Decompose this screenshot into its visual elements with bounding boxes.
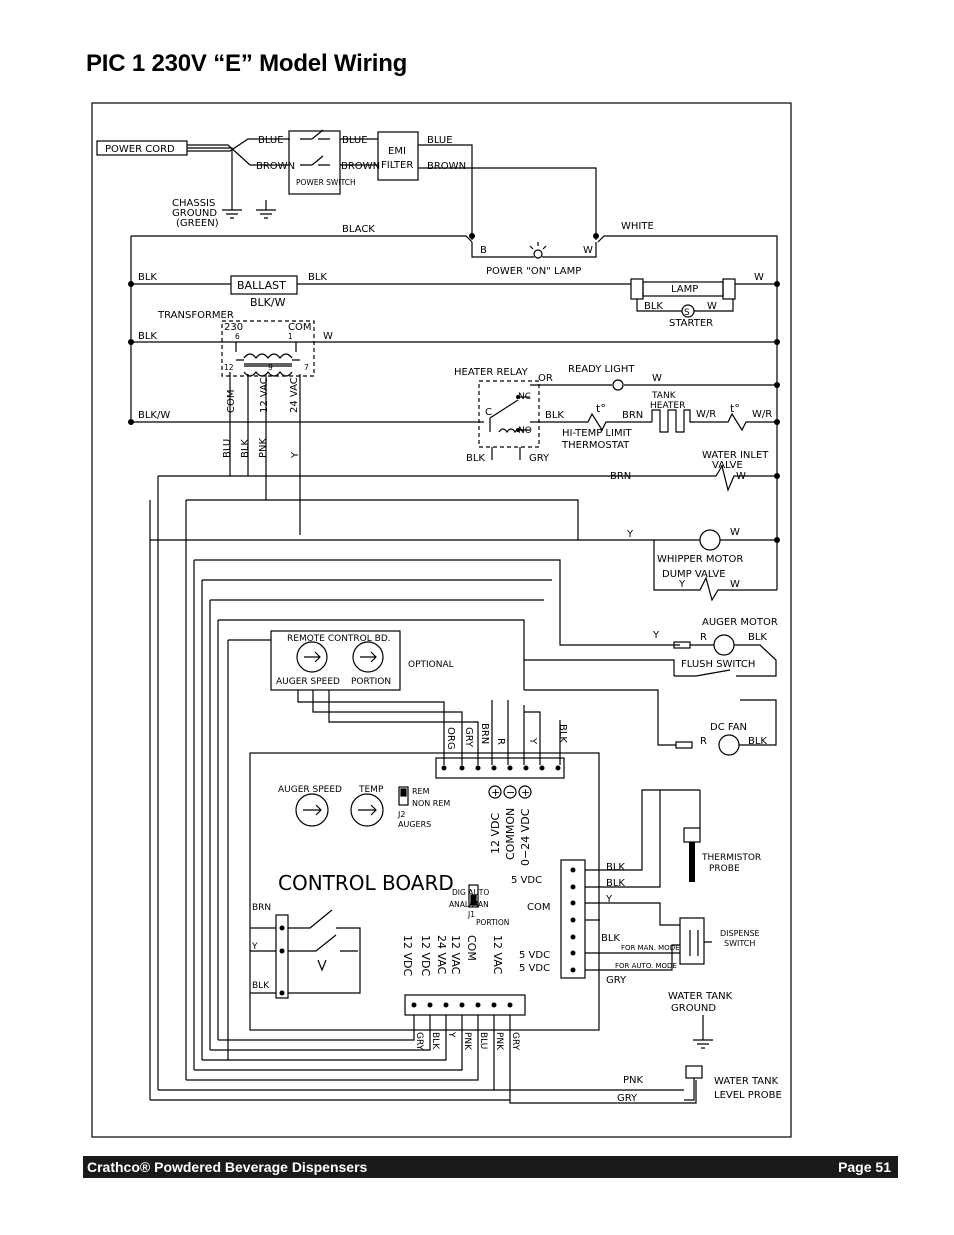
auger-motor-label: AUGER MOTOR (702, 617, 778, 628)
y-vert-label-1: Y (290, 451, 301, 458)
valve-label: VALVE (712, 460, 743, 471)
gry-label-2: GRY (606, 975, 627, 986)
blk-w-label-1: BLK/W (250, 296, 286, 309)
remote-control-label: REMOTE CONTROL BD. (287, 634, 391, 644)
top-connector (436, 758, 564, 778)
y-label-2: Y (679, 579, 686, 590)
y-vert-label-2: Y (527, 738, 538, 745)
white-label: WHITE (621, 221, 654, 232)
plus-label-1: + (491, 786, 501, 799)
page-title: PIC 1 230V “E” Model Wiring (86, 50, 408, 77)
power-on-lamp-label: POWER "ON" LAMP (486, 266, 582, 277)
thermostat-label: THERMOSTAT (562, 440, 630, 451)
v12vac-vert-label-3: 12 VAC (491, 935, 504, 975)
r-vert-label: R (495, 738, 506, 745)
label-brown-2: BROWN (341, 161, 381, 172)
v0-24vdc-vert-label: 0−24 VDC (519, 808, 532, 866)
ground-label-2: GROUND (671, 1003, 717, 1014)
s-label: S (684, 308, 690, 318)
gry-label-3: GRY (617, 1093, 638, 1104)
y-label-3: Y (653, 630, 660, 641)
bottom-connector (405, 995, 525, 1015)
pnk-vert-label-2: PNK (462, 1032, 472, 1051)
w-label-1: W (583, 245, 593, 256)
blk-vert-label-3: BLK (430, 1032, 440, 1050)
pnk-vert-label-1: PNK (258, 437, 269, 458)
w-label-7: W (730, 527, 740, 538)
transformer-label: TRANSFORMER (158, 310, 234, 321)
w-label-6: W (736, 471, 746, 482)
heater-label: HEATER (650, 401, 686, 411)
tank-label: TANK (652, 391, 676, 401)
w-label-3: W (707, 301, 717, 312)
r-label-1: R (700, 632, 707, 643)
blk-vert-label-1: BLK (240, 439, 251, 458)
brn-label-2: BRN (610, 471, 632, 482)
c-label: C (485, 407, 492, 418)
common-vert-label: COMMON (504, 807, 517, 860)
emi-label: EMI (388, 146, 406, 157)
hi-temp-label: HI-TEMP LIMIT (562, 428, 632, 439)
tdeg-label-2: t° (730, 402, 740, 415)
dig-auto-label: DIG AUTO (452, 888, 490, 897)
heater-relay-label: HEATER RELAY (454, 367, 528, 378)
minus-label: − (506, 786, 516, 799)
wr-label-2: W/R (752, 409, 773, 420)
gry-label-1: GRY (529, 453, 550, 464)
non-rem-label: NON REM (412, 799, 451, 808)
blk-label-12: BLK (252, 981, 270, 991)
y-vert-label-3: Y (446, 1032, 456, 1038)
y-label-4: Y (606, 894, 613, 905)
com-vert-label: COM (226, 389, 237, 413)
probe-label-1: PROBE (709, 864, 740, 874)
auger-speed-label-1: AUGER SPEED (276, 677, 340, 687)
n6-label: 6 (235, 332, 240, 341)
no-label: NO (518, 426, 532, 436)
black-label: BLACK (342, 224, 375, 235)
power-cord-label: POWER CORD (105, 144, 175, 155)
lamp-label: LAMP (671, 284, 699, 295)
v12vdc-vert-label-3: 12 VDC (419, 935, 432, 977)
ready-light-label: READY LIGHT (568, 364, 635, 375)
v12vac-vert-label-2: 12 VAC (449, 935, 462, 975)
footer-page-number: Page 51 (838, 1159, 891, 1175)
v5vdc-label-3: 5 VDC (519, 963, 551, 974)
for-man-mode-label: FOR MAN. MODE (621, 944, 680, 952)
label-blue-1: BLUE (258, 135, 284, 146)
n9-label: 9 (268, 363, 273, 372)
green-label: (GREEN) (176, 218, 219, 229)
water-tank-label-2: WATER TANK (714, 1076, 779, 1087)
ground-label: GROUND (172, 208, 218, 219)
blk-label-1: BLK (138, 272, 157, 283)
thermistor-label: THERMISTOR (702, 853, 762, 863)
optional-label: OPTIONAL (408, 660, 454, 670)
footer-product-title: Crathco® Powdered Beverage Dispensers (87, 1159, 368, 1175)
n12-label: 12 (224, 363, 234, 372)
gry-vert-label-1: GRY (463, 727, 474, 748)
blk-label-6: BLK (466, 453, 485, 464)
switch-label: SWITCH (724, 939, 756, 948)
b-label: B (480, 245, 487, 256)
ballast-label: BALLAST (237, 279, 286, 292)
chassis-label: CHASSIS (172, 198, 216, 209)
w-label-2: W (754, 272, 764, 283)
com-label: COM (288, 322, 312, 333)
wr-label-1: W/R (696, 409, 717, 420)
plus-label-2: + (521, 786, 531, 799)
gry-vert-label-3: GRY (510, 1032, 520, 1051)
starter-label: STARTER (669, 318, 714, 329)
for-auto-mode-label: FOR AUTO. MODE (615, 962, 677, 970)
dump-valve-label: DUMP VALVE (662, 569, 726, 580)
or-label: OR (538, 373, 553, 384)
com-vert-label-2: COM (465, 935, 478, 961)
blk-label-11: BLK (601, 933, 620, 944)
w-label-5: W (652, 373, 662, 384)
v12vdc-vert-label-2: 12 VDC (401, 935, 414, 977)
nc-label: NC (518, 392, 532, 402)
brn-label-3: BRN (252, 903, 272, 913)
blk-w-label-2: BLK/W (138, 410, 171, 421)
temp-label: TEMP (359, 785, 384, 795)
level-probe-label: LEVEL PROBE (714, 1090, 782, 1101)
r-label-2: R (700, 736, 707, 747)
auger-speed-label-2: AUGER SPEED (278, 785, 342, 795)
v12vdc-vert-label-1: 12 VDC (489, 812, 502, 854)
blk-vert-label-2: BLK (557, 724, 568, 743)
y-label-1: Y (627, 529, 634, 540)
water-tank-label-1: WATER TANK (668, 991, 733, 1002)
blu-vert-label: BLU (222, 438, 233, 458)
pnk-vert-label-3: PNK (494, 1032, 504, 1051)
w-label-4: W (323, 331, 333, 342)
w-label-8: W (730, 579, 740, 590)
y-label-5: Y (252, 942, 258, 952)
label-blue-2: BLUE (342, 135, 368, 146)
v24vac-vert-label: 24 VAC (289, 377, 300, 413)
com-label-2: COM (527, 902, 551, 913)
blk-label-8: BLK (748, 736, 767, 747)
v5vdc-label-2: 5 VDC (519, 950, 551, 961)
blk-label-5: BLK (545, 410, 564, 421)
blk-label-10: BLK (606, 878, 625, 889)
v24vac-vert-label-2: 24 VAC (435, 935, 448, 975)
dispense-switch-box (680, 918, 704, 964)
dispense-label: DISPENSE (720, 929, 760, 938)
blk-label-3: BLK (644, 301, 663, 312)
anal-man-label: ANAL/MAN (449, 900, 489, 909)
water-inlet-label: WATER INLET (702, 450, 769, 461)
portion-label-2: PORTION (476, 918, 510, 927)
v5vdc-label-1: 5 VDC (511, 875, 543, 886)
flush-switch-label: FLUSH SWITCH (681, 659, 756, 670)
v12vac-vert-label: 12 VAC (259, 377, 270, 413)
pnk-label-1: PNK (623, 1075, 644, 1086)
v230-label: 230 (224, 322, 244, 333)
gry-vert-label-2: GRY (414, 1032, 424, 1051)
rem-label: REM (412, 787, 430, 796)
blk-label-2: BLK (308, 272, 327, 283)
portion-label-1: PORTION (351, 677, 392, 687)
n1-label: 1 (288, 332, 293, 341)
label-brown-1: BROWN (256, 161, 296, 172)
org-vert-label: ORG (445, 727, 456, 750)
blk-label-7: BLK (748, 632, 767, 643)
filter-label: FILTER (381, 160, 414, 171)
blk-label-9: BLK (606, 862, 625, 873)
power-switch-label: POWER SWITCH (296, 178, 356, 187)
label-blue-3: BLUE (427, 135, 453, 146)
j2-label: J2 (398, 810, 406, 819)
blk-label-4: BLK (138, 331, 157, 342)
n7-label: 7 (304, 363, 309, 372)
control-board-label: CONTROL BOARD (278, 871, 454, 895)
j1-label: J1 (468, 910, 475, 919)
brn-vert-label: BRN (479, 723, 490, 745)
blu-vert-label-2: BLU (478, 1032, 488, 1050)
dc-fan-label: DC FAN (710, 722, 748, 733)
label-brown-3: BROWN (427, 161, 467, 172)
whipper-motor-label: WHIPPER MOTOR (657, 554, 744, 565)
augers-label: AUGERS (398, 820, 432, 829)
footer-bar (83, 1156, 898, 1178)
brn-label-1: BRN (622, 410, 644, 421)
tdeg-label-1: t° (596, 402, 606, 415)
